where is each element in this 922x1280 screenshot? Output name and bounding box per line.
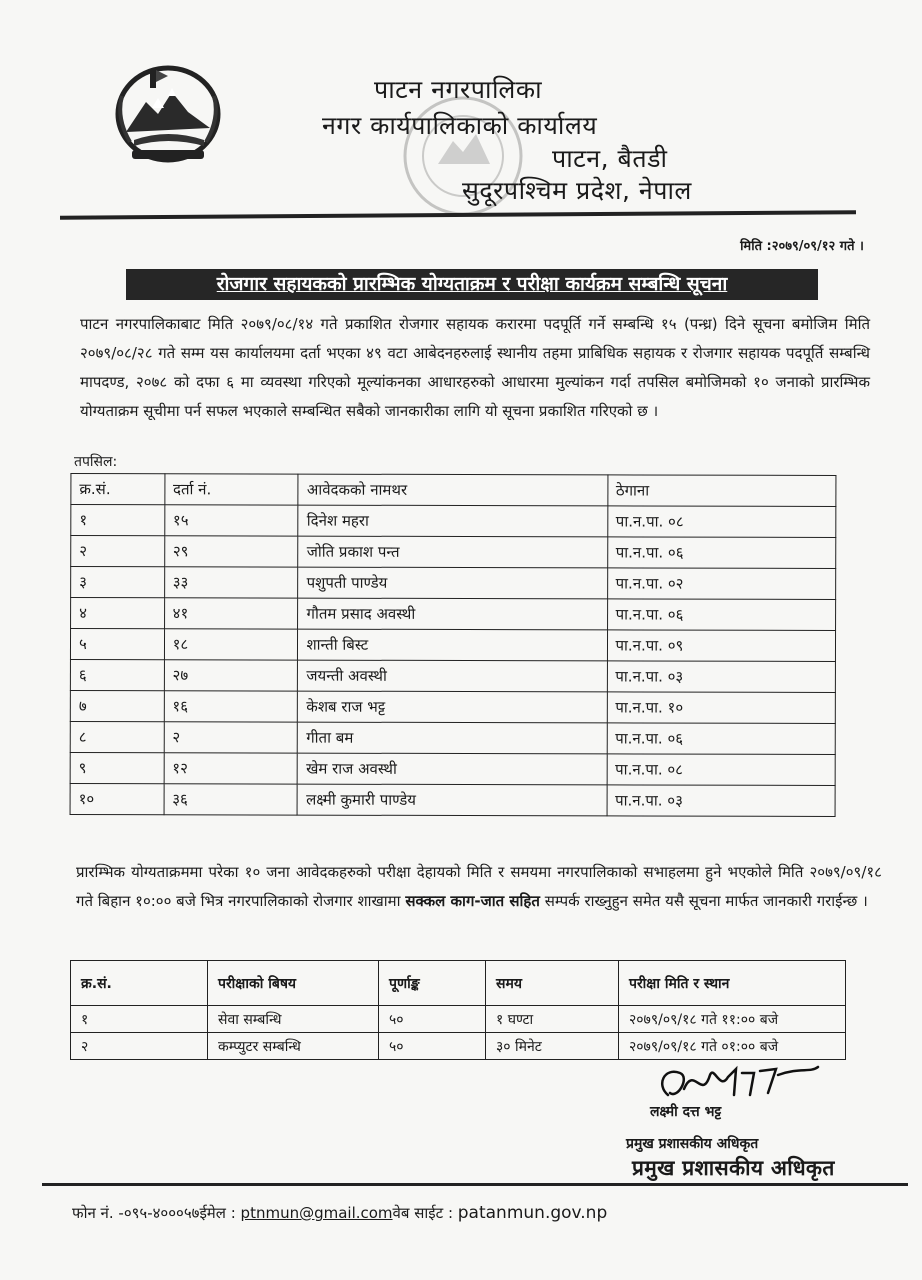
cell-sn: १ <box>71 504 165 535</box>
cell-applicant-name: केशब राज भट्ट <box>298 691 607 723</box>
cell-subject: सेवा सम्बन्धि <box>208 1006 379 1033</box>
tapasil-label: तपसिल: <box>74 454 118 470</box>
signer-designation: प्रमुख प्रशासकीय अधिकृत <box>626 1136 759 1152</box>
cell-applicant-name: गौतम प्रसाद अवस्थी <box>298 598 607 630</box>
cell-sn: ८ <box>70 721 164 752</box>
cell-applicant-name: जयन्ती अवस्थी <box>298 660 607 692</box>
header-reg-no: दर्ता नं. <box>164 474 298 505</box>
cell-address: पा.न.पा. ०८ <box>607 506 836 538</box>
cell-applicant-name: खेम राज अवस्थी <box>298 753 607 785</box>
header-date-venue: परीक्षा मिति र स्थान <box>619 961 846 1006</box>
notice-title: रोजगार सहायकको प्रारम्भिक योग्यताक्रम र परीक्षा कार्यक्रम सम्बन्धि सूचना <box>126 269 818 300</box>
cell-full-marks: ५० <box>379 1006 486 1033</box>
cell-sn: ४ <box>71 597 165 628</box>
footer-email-label: ईमेल : <box>199 1204 241 1222</box>
cell-reg-no: १५ <box>164 505 298 536</box>
cell-applicant-name: दिनेश महरा <box>298 505 607 537</box>
exam-notice-text-2: सम्पर्क राख्नुहुन समेत यसै सूचना मार्फत जानकारी गराईन्छ । <box>539 892 868 910</box>
cell-sn: २ <box>71 1033 208 1060</box>
cell-reg-no: ३६ <box>164 784 298 815</box>
org-name: पाटन नगरपालिका <box>374 75 543 104</box>
header-subject: परीक्षाको बिषय <box>208 961 379 1006</box>
header-duration: समय <box>486 961 619 1006</box>
table-row <box>70 628 835 661</box>
cell-reg-no: ३३ <box>164 567 298 598</box>
cell-address: पा.न.पा. ०३ <box>607 785 836 817</box>
cell-applicant-name: गीता बम <box>298 722 607 754</box>
office-name: नगर कार्यपालिकाको कार्यालय <box>322 111 598 140</box>
cell-applicant-name: जोति प्रकाश पन्त <box>298 536 607 568</box>
nepal-emblem-icon <box>112 62 224 166</box>
table-row <box>70 783 835 816</box>
office-location: पाटन, बैतडी <box>552 144 668 173</box>
exam-notice-bold: सक्कल काग-जात सहित <box>405 892 540 910</box>
intro-paragraph: पाटन नगरपालिकाबाट मिति २०७९/०८/१४ गते प्रकाशित रोजगार सहायक करारमा पदपूर्ति गर्ने सम्बन्धि १५ (पन्ध्र) दिने सूचना बमोजिम मिति २०७९/०८/२८ गते सम्म यस कार्यालयमा दर्ता भएका ४९ वटा आबेदनहरुलाई स्थानीय तहमा प्राबिधिक सहायक र रोजगार सहायक पदपूर्ति सम्बन्धि मापदण्ड, २०७८ को दफा ६ मा व्यवस्था गरिएको मूल्यांकनका आधारहरुको आधारमा मुल्यांकन गर्दा तपसिल बमोजिमको १० जनाको प्रारम्भिक योग्यताक्रम सूचीमा पर्न सफल भएकाले सम्बन्धित सबैको जानकारीका लागि यो सूचना प्रकाशित गरिएको छ । <box>80 315 870 420</box>
cell-address: पा.न.पा. ०६ <box>607 723 836 755</box>
table-row <box>71 504 836 537</box>
table-row <box>70 690 835 723</box>
cell-sn: १० <box>70 783 164 814</box>
footer-divider <box>42 1183 908 1186</box>
header-applicant-name: आवेदकको नामथर <box>298 474 607 506</box>
table-row <box>71 566 836 599</box>
cell-applicant-name: पशुपती पाण्डेय <box>298 567 607 599</box>
table-row <box>70 659 835 692</box>
footer-contact <box>72 1203 607 1223</box>
cell-applicant-name: शान्ती बिस्ट <box>298 629 607 661</box>
cell-address: पा.न.पा. १० <box>607 692 836 724</box>
table-header-row <box>71 961 846 1006</box>
cell-full-marks: ५० <box>379 1033 486 1060</box>
exam-notice-text-1: प्रारम्भिक योग्यताक्रममा परेका १० जना आवेदकहरुको परीक्षा देहायको मिति र समयमा नगरपालिकाको सभाहलमा हुने भएकोले मिति २०७९/०९/१८ गते बिहान १०:०० बजे भित्र नगरपालिकाको रोजगार शाखामा <box>76 863 882 910</box>
exam-notice-paragraph <box>76 858 882 916</box>
cell-sn: ३ <box>71 566 165 597</box>
cell-reg-no: २९ <box>164 536 298 567</box>
cell-reg-no: १६ <box>164 691 298 722</box>
cell-sn: १ <box>71 1006 208 1033</box>
notice-date: मिति :२०७९/०९/१२ गते । <box>740 239 864 254</box>
header-full-marks: पूर्णाङ्क <box>379 961 486 1006</box>
table-row <box>71 535 836 568</box>
cell-sn: ७ <box>70 690 164 721</box>
footer-website-link[interactable]: patanmun.gov.np <box>457 1203 608 1223</box>
header-sn: क्र.सं. <box>71 961 208 1006</box>
cell-date-venue: २०७९/०९/१८ गते ११:०० बजे <box>619 1006 846 1033</box>
exam-schedule-table <box>70 960 846 1060</box>
cell-duration: ३० मिनेट <box>486 1033 619 1060</box>
cell-address: पा.न.पा. ०९ <box>607 630 836 662</box>
table-row <box>71 597 836 630</box>
table-row <box>71 1006 846 1033</box>
candidates-table <box>70 473 837 817</box>
header-address: ठेगाना <box>607 475 836 507</box>
footer-website-label: वेब साईट : <box>392 1204 458 1222</box>
cell-sn: ९ <box>70 752 164 783</box>
province-country: सुदूरपश्चिम प्रदेश, नेपाल <box>462 176 692 205</box>
designation-stamp: प्रमुख प्रशासकीय अधिकृत <box>632 1156 835 1180</box>
cell-sn: ५ <box>70 628 164 659</box>
table-row <box>70 752 835 785</box>
cell-reg-no: २७ <box>164 660 298 691</box>
cell-sn: ६ <box>70 659 164 690</box>
cell-reg-no: ४१ <box>164 598 298 629</box>
cell-reg-no: १२ <box>164 753 298 784</box>
cell-address: पा.न.पा. ०८ <box>607 754 836 786</box>
footer-phone: फोन नं. -०९५-४०००५७ <box>72 1204 200 1222</box>
cell-address: पा.न.पा. ०६ <box>607 599 836 631</box>
cell-date-venue: २०७९/०९/१८ गते ०१:०० बजे <box>619 1033 846 1060</box>
cell-duration: १ घण्टा <box>486 1006 619 1033</box>
cell-reg-no: १८ <box>164 629 298 660</box>
cell-address: पा.न.पा. ०३ <box>607 661 836 693</box>
header-sn: क्र.सं. <box>71 473 165 504</box>
footer-email-link[interactable]: ptnmun@gmail.com <box>240 1204 393 1222</box>
cell-applicant-name: लक्ष्मी कुमारी पाण्डेय <box>298 784 607 816</box>
cell-address: पा.न.पा. ०२ <box>607 568 836 600</box>
signer-name: लक्ष्मी दत्त भट्ट <box>650 1104 722 1120</box>
table-header-row <box>71 473 836 506</box>
table-row <box>70 721 835 754</box>
cell-sn: २ <box>71 535 165 566</box>
cell-address: पा.न.पा. ०६ <box>607 537 836 569</box>
cell-reg-no: २ <box>164 722 298 753</box>
cell-subject: कम्प्युटर सम्बन्धि <box>208 1033 379 1060</box>
